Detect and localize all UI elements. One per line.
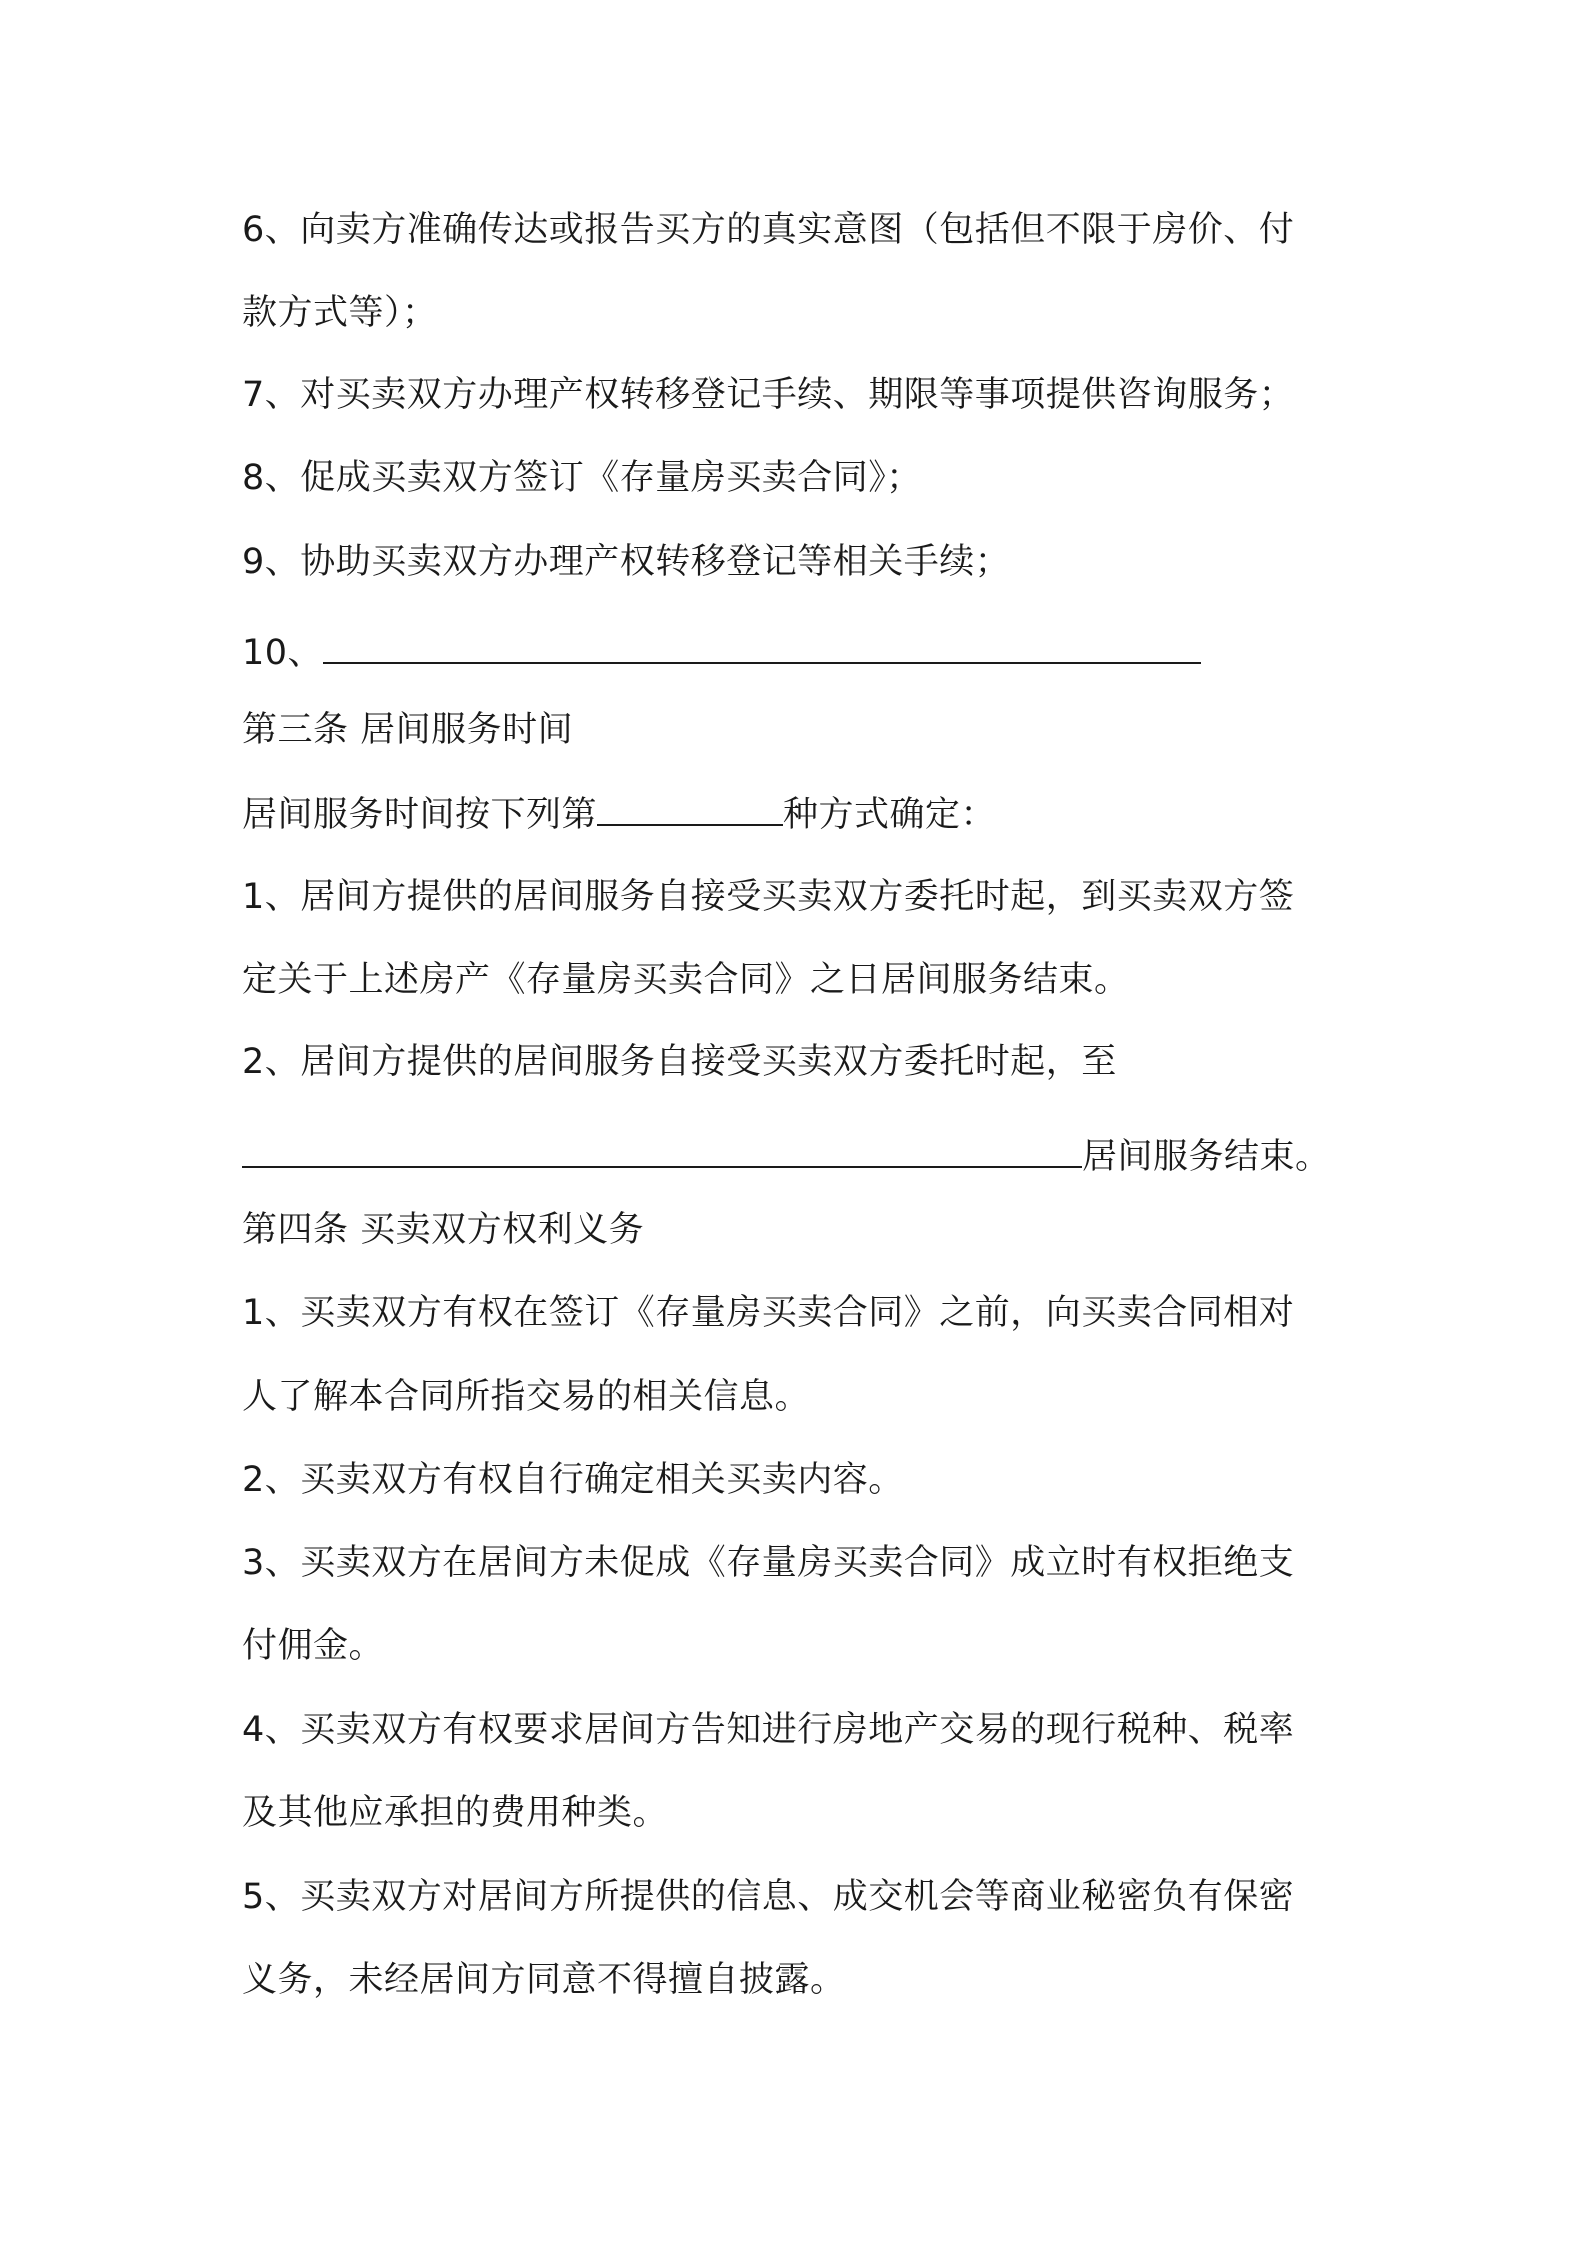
clause-4-item-1-line-1	[242, 1288, 1294, 1338]
text: 第四条 买卖双方权利义务	[242, 1210, 645, 1250]
clause-2-item-10	[242, 626, 1201, 678]
text: 定关于上述房产《存量房买卖合同》之日居间服务结束。	[242, 960, 1130, 1000]
clause-2-item-6-line-2	[242, 288, 438, 338]
clause-4-item-4-line-2	[242, 1788, 668, 1838]
text: 1、居间方提供的居间服务自接受买卖双方委托时起，到买卖双方签	[242, 877, 1295, 917]
text: 付佣金。	[242, 1626, 385, 1666]
text: 及其他应承担的费用种类。	[242, 1793, 669, 1833]
text: 4、买卖双方有权要求居间方告知进行房地产交易的现行税种、税率	[242, 1710, 1295, 1750]
fill-in-blank[interactable]	[597, 788, 783, 826]
text: 居间服务时间按下列第	[242, 795, 598, 835]
clause-3-item-1-line-2	[242, 955, 1130, 1005]
text: 3、买卖双方在居间方未促成《存量房买卖合同》成立时有权拒绝支	[242, 1543, 1295, 1583]
clause-3-item-2-line-2	[242, 1130, 1331, 1182]
text: 1、买卖双方有权在签订《存量房买卖合同》之前，向买卖合同相对	[242, 1293, 1295, 1333]
text: 2、买卖双方有权自行确定相关买卖内容。	[242, 1460, 904, 1500]
clause-4-item-2	[242, 1455, 904, 1505]
clause-2-item-7	[242, 370, 1294, 420]
clause-4-item-3-line-2	[242, 1621, 384, 1671]
clause-3-item-2-line-1	[242, 1037, 1117, 1087]
clause-4-item-1-line-2	[242, 1372, 810, 1422]
clause-3-intro	[242, 788, 996, 840]
clause-4-heading	[242, 1205, 644, 1255]
clause-4-item-5-line-2	[242, 1955, 846, 2005]
clause-3-item-1-line-1	[242, 872, 1294, 922]
clause-4-item-4-line-1	[242, 1705, 1294, 1755]
fill-in-blank[interactable]	[242, 1130, 1082, 1168]
clause-2-item-6-line-1	[242, 205, 1294, 255]
text: 居间服务结束。	[1082, 1137, 1331, 1177]
text: 第三条 居间服务时间	[242, 710, 574, 750]
clause-4-item-5-line-1	[242, 1872, 1294, 1922]
text: 5、买卖双方对居间方所提供的信息、成交机会等商业秘密负有保密	[242, 1877, 1295, 1917]
clause-2-item-9	[242, 537, 1010, 587]
text: 10、	[242, 633, 324, 673]
text: 义务，未经居间方同意不得擅自披露。	[242, 1960, 846, 2000]
text: 9、协助买卖双方办理产权转移登记等相关手续；	[242, 542, 1011, 582]
text: 7、对买卖双方办理产权转移登记手续、期限等事项提供咨询服务；	[242, 375, 1295, 415]
clause-2-item-8	[242, 453, 922, 503]
text: 8、促成买卖双方签订《存量房买卖合同》；	[242, 458, 922, 498]
text: 款方式等）；	[242, 293, 438, 333]
text: 人了解本合同所指交易的相关信息。	[242, 1377, 811, 1417]
clause-4-item-3-line-1	[242, 1538, 1294, 1588]
text: 2、居间方提供的居间服务自接受买卖双方委托时起，至	[242, 1042, 1117, 1082]
fill-in-blank[interactable]	[323, 626, 1201, 664]
text: 6、向卖方准确传达或报告买方的真实意图（包括但不限于房价、付	[242, 210, 1295, 250]
clause-3-heading	[242, 705, 573, 755]
text: 种方式确定：	[783, 795, 997, 835]
